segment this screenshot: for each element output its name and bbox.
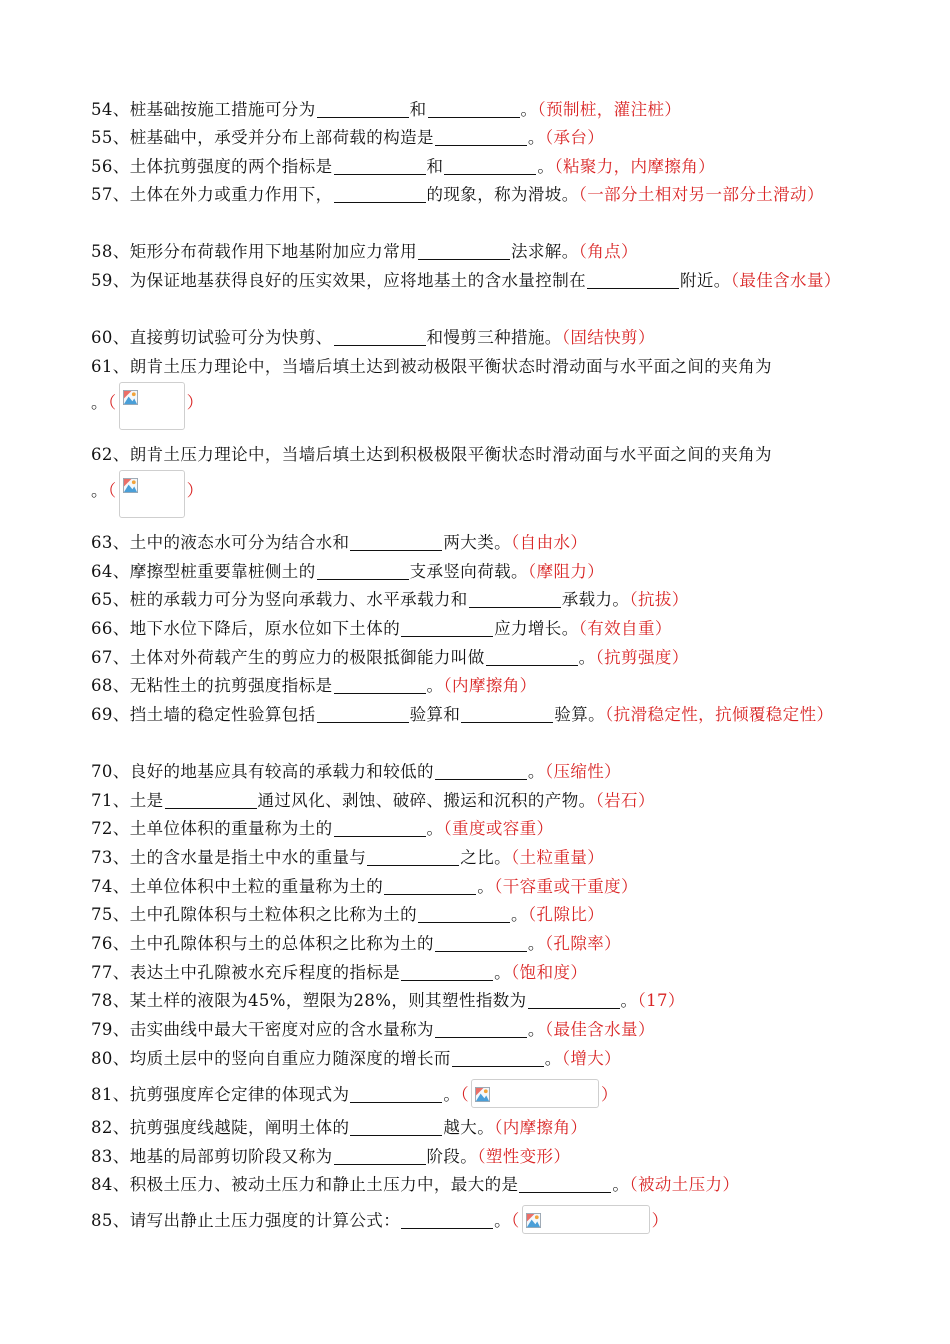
question-text: 59、为保证地基获得良好的压实效果，应将地基土的含水量控制在 bbox=[91, 271, 586, 290]
question-text: 81、抗剪强度库仑定律的体现式为 bbox=[91, 1085, 350, 1104]
fill-in-blank bbox=[486, 647, 578, 666]
fill-in-blank bbox=[418, 241, 510, 260]
question-item bbox=[91, 1114, 866, 1143]
question-text: 73、土的含水量是指土中水的重量与 bbox=[91, 848, 367, 867]
answer-text: （一部分土相对另一部分土滑动） bbox=[578, 185, 824, 204]
question-text: 。 bbox=[527, 1020, 545, 1039]
answer-text: （自由水） bbox=[511, 533, 588, 552]
question-text: 。 bbox=[91, 480, 108, 500]
fill-in-blank bbox=[350, 532, 442, 551]
answer-text: （粘聚力，内摩擦角） bbox=[554, 157, 716, 176]
fill-in-blank bbox=[334, 675, 426, 694]
question-item bbox=[91, 124, 866, 153]
fill-in-blank bbox=[435, 1019, 527, 1038]
question-text: 79、击实曲线中最大干密度对应的含水量称为 bbox=[91, 1020, 434, 1039]
fill-in-blank bbox=[461, 704, 553, 723]
question-text: 。 bbox=[426, 676, 444, 695]
fill-in-blank bbox=[528, 990, 620, 1009]
question-item bbox=[91, 873, 866, 902]
question-item bbox=[91, 238, 866, 267]
question-item bbox=[91, 529, 866, 558]
answer-text: （抗滑稳定性，抗倾覆稳定性） bbox=[605, 705, 834, 724]
answer-text: （固结快剪） bbox=[561, 328, 655, 347]
question-text: 58、矩形分布荷载作用下地基附加应力常用 bbox=[91, 242, 417, 261]
answer-text: （土粒重量） bbox=[511, 848, 605, 867]
fill-in-blank bbox=[334, 327, 426, 346]
broken-image-icon bbox=[526, 1209, 541, 1224]
fill-in-blank bbox=[367, 847, 459, 866]
fill-in-blank bbox=[334, 184, 426, 203]
fill-in-blank bbox=[469, 589, 561, 608]
fill-in-blank bbox=[401, 618, 493, 637]
question-text: 。 bbox=[477, 877, 495, 896]
answer-text: （最佳含水量） bbox=[544, 1020, 655, 1039]
question-item bbox=[91, 844, 866, 873]
broken-image-icon bbox=[475, 1083, 490, 1098]
fill-in-blank bbox=[587, 270, 679, 289]
fill-in-blank bbox=[350, 1117, 442, 1136]
question-text: 63、土中的液态水可分为结合水和 bbox=[91, 533, 350, 552]
question-text: 72、土单位体积的重量称为土的 bbox=[91, 819, 333, 838]
question-text: 。 bbox=[544, 1049, 562, 1068]
answer-text: （增大） bbox=[561, 1049, 622, 1068]
question-text: 。 bbox=[520, 100, 538, 119]
question-text: 。 bbox=[527, 128, 545, 147]
question-text: 78、某土样的液限为45%，塑限为28%，则其塑性指数为 bbox=[91, 991, 527, 1010]
question-item bbox=[91, 1016, 866, 1045]
question-text: 。 bbox=[612, 1175, 630, 1194]
question-item bbox=[91, 1143, 866, 1172]
question-text: 74、土单位体积中土粒的重量称为土的 bbox=[91, 877, 384, 896]
question-text: 。 bbox=[494, 1211, 512, 1230]
question-text: 71、土是 bbox=[91, 791, 164, 810]
question-text: 65、桩的承载力可分为竖向承载力、水平承载力和 bbox=[91, 590, 468, 609]
answer-text: （ bbox=[511, 1211, 520, 1230]
fill-in-blank bbox=[401, 962, 493, 981]
answer-text: （孔隙率） bbox=[544, 934, 622, 953]
answer-text: ） bbox=[186, 392, 204, 412]
fill-in-blank bbox=[435, 761, 527, 780]
fill-in-blank bbox=[384, 876, 476, 895]
question-text: 56、土体抗剪强度的两个指标是 bbox=[91, 157, 333, 176]
fill-in-blank bbox=[317, 99, 409, 118]
question-text: 。 bbox=[578, 648, 596, 667]
formula-image-placeholder bbox=[471, 1079, 599, 1108]
fill-in-blank bbox=[519, 1174, 611, 1193]
question-text: 76、土中孔隙体积与土的总体积之比称为土的 bbox=[91, 934, 434, 953]
answer-text: （预制桩，灌注桩） bbox=[537, 100, 682, 119]
question-text: 83、地基的局部剪切阶段又称为 bbox=[91, 1147, 333, 1166]
question-text: 。 bbox=[527, 934, 545, 953]
question-text: 支承竖向荷载。 bbox=[409, 562, 528, 581]
question-text: 80、均质土层中的竖向自重应力随深度的增长而 bbox=[91, 1049, 451, 1068]
fill-in-blank bbox=[452, 1048, 544, 1067]
question-text: 的现象，称为滑坡。 bbox=[426, 185, 579, 204]
answer-text: （承台） bbox=[544, 128, 605, 147]
fill-in-blank bbox=[418, 904, 510, 923]
fill-in-blank bbox=[334, 1146, 426, 1165]
answer-text: （被动土压力） bbox=[629, 1175, 740, 1194]
answer-text: ） bbox=[600, 1085, 618, 1104]
question-item bbox=[91, 615, 866, 644]
question-item bbox=[91, 1079, 866, 1110]
formula-image-placeholder bbox=[119, 382, 185, 430]
formula-image-placeholder bbox=[119, 470, 185, 518]
answer-text: （饱和度） bbox=[511, 963, 588, 982]
question-text: 两大类。 bbox=[443, 533, 512, 552]
fill-in-blank bbox=[334, 818, 426, 837]
question-text: 验算。 bbox=[554, 705, 606, 724]
question-text: 。 bbox=[537, 157, 555, 176]
question-text: 阶段。 bbox=[426, 1147, 478, 1166]
question-text: 。 bbox=[494, 963, 512, 982]
broken-image-icon bbox=[123, 474, 138, 489]
answer-text: （干容重或干重度） bbox=[494, 877, 638, 896]
question-item bbox=[91, 672, 866, 701]
fill-in-blank bbox=[350, 1084, 442, 1103]
question-text: 82、抗剪强度线越陡，阐明土体的 bbox=[91, 1118, 350, 1137]
answer-text: （塑性变形） bbox=[477, 1147, 571, 1166]
question-text: 69、挡土墙的稳定性验算包括 bbox=[91, 705, 316, 724]
question-text: 应力增长。 bbox=[494, 619, 579, 638]
fill-in-blank bbox=[428, 99, 520, 118]
question-item bbox=[91, 1045, 866, 1074]
question-item bbox=[91, 1171, 866, 1200]
fill-in-blank bbox=[401, 1210, 493, 1229]
formula-image-placeholder bbox=[522, 1205, 650, 1234]
question-item bbox=[91, 901, 866, 930]
fill-in-blank bbox=[165, 790, 257, 809]
answer-text: （摩阻力） bbox=[527, 562, 605, 581]
question-text: 法求解。 bbox=[511, 242, 579, 261]
question-item bbox=[91, 815, 866, 844]
question-item bbox=[91, 930, 866, 959]
answer-text: （ bbox=[107, 480, 117, 500]
question-item bbox=[91, 558, 866, 587]
question-text: 60、直接剪切试验可分为快剪、 bbox=[91, 328, 333, 347]
question-text: 。 bbox=[511, 905, 528, 924]
fill-in-blank bbox=[435, 127, 527, 146]
answer-text: （内摩擦角） bbox=[443, 676, 537, 695]
question-item bbox=[91, 153, 866, 182]
fill-in-blank bbox=[435, 933, 527, 952]
question-item bbox=[91, 787, 866, 816]
question-item bbox=[91, 353, 866, 430]
answer-text: ） bbox=[186, 480, 204, 500]
question-item bbox=[91, 644, 866, 673]
question-text: 66、地下水位下降后，原水位如下土体的 bbox=[91, 619, 401, 638]
question-text: 57、土体在外力或重力作用下， bbox=[91, 185, 333, 204]
question-text: 67、土体对外荷载产生的剪应力的极限抵御能力叫做 bbox=[91, 648, 485, 667]
question-text: 54、桩基础按施工措施可分为 bbox=[91, 100, 316, 119]
question-text: 84、积极土压力、被动土压力和静止土压力中，最大的是 bbox=[91, 1175, 519, 1194]
question-text: 通过风化、剥蚀、破碎、搬运和沉积的产物。 bbox=[257, 791, 596, 810]
question-text: 。 bbox=[620, 991, 638, 1010]
question-item bbox=[91, 701, 866, 730]
answer-text: （角点） bbox=[578, 242, 638, 261]
fill-in-blank bbox=[317, 704, 409, 723]
question-text: 。 bbox=[426, 819, 444, 838]
question-text: 85、请写出静止土压力强度的计算公式： bbox=[91, 1211, 401, 1230]
answer-text: （17） bbox=[637, 991, 685, 1010]
answer-text: （压缩性） bbox=[544, 762, 622, 781]
question-item bbox=[91, 181, 866, 210]
question-item bbox=[91, 959, 866, 988]
answer-text: （岩石） bbox=[595, 791, 655, 810]
answer-text: （ bbox=[460, 1085, 469, 1104]
answer-text: （有效自重） bbox=[578, 619, 672, 638]
answer-text: （抗剪强度） bbox=[595, 648, 689, 667]
question-text: 55、桩基础中，承受并分布上部荷载的构造是 bbox=[91, 128, 434, 147]
question-text: 和慢剪三种措施。 bbox=[426, 328, 562, 347]
question-text: 64、摩擦型桩重要靠桩侧土的 bbox=[91, 562, 316, 581]
answer-text: （内摩擦角） bbox=[494, 1118, 588, 1137]
question-text: 和 bbox=[426, 157, 444, 176]
question-text: 越大。 bbox=[443, 1118, 495, 1137]
question-text: 。 bbox=[443, 1085, 461, 1104]
fill-in-blank bbox=[444, 156, 536, 175]
question-item bbox=[91, 96, 866, 125]
answer-text: （最佳含水量） bbox=[730, 271, 841, 290]
broken-image-icon bbox=[123, 386, 138, 401]
question-text: 。 bbox=[527, 762, 545, 781]
question-item bbox=[91, 586, 866, 615]
question-item bbox=[91, 267, 866, 296]
answer-text: （孔隙比） bbox=[527, 905, 605, 924]
question-item bbox=[91, 758, 866, 787]
question-text: 62、朗肯土压力理论中，当墙后填土达到积极极限平衡状态时滑动面与水平面之间的夹角为 bbox=[91, 445, 772, 464]
question-text: 70、良好的地基应具有较高的承载力和较低的 bbox=[91, 762, 434, 781]
answer-text: （抗拔） bbox=[629, 590, 689, 609]
question-text: 68、无粘性土的抗剪强度指标是 bbox=[91, 676, 333, 695]
question-text: 附近。 bbox=[680, 271, 731, 290]
question-text: 验算和 bbox=[409, 705, 461, 724]
question-item bbox=[91, 1205, 866, 1236]
question-item bbox=[91, 324, 866, 353]
answer-text: ） bbox=[651, 1211, 669, 1230]
question-item bbox=[91, 987, 866, 1016]
question-item bbox=[91, 441, 866, 518]
question-text: 61、朗肯土压力理论中，当墙后填土达到被动极限平衡状态时滑动面与水平面之间的夹角为 bbox=[91, 357, 772, 376]
answer-text: （ bbox=[107, 392, 117, 412]
fill-in-blank bbox=[334, 156, 426, 175]
answer-text: （重度或容重） bbox=[443, 819, 554, 838]
question-text: 。 bbox=[91, 392, 108, 412]
question-text: 77、表达土中孔隙被水充斥程度的指标是 bbox=[91, 963, 401, 982]
question-text: 承载力。 bbox=[561, 590, 630, 609]
question-text: 之比。 bbox=[460, 848, 511, 867]
question-text: 75、土中孔隙体积与土粒体积之比称为土的 bbox=[91, 905, 417, 924]
question-text: 和 bbox=[409, 100, 427, 119]
fill-in-blank bbox=[317, 561, 409, 580]
